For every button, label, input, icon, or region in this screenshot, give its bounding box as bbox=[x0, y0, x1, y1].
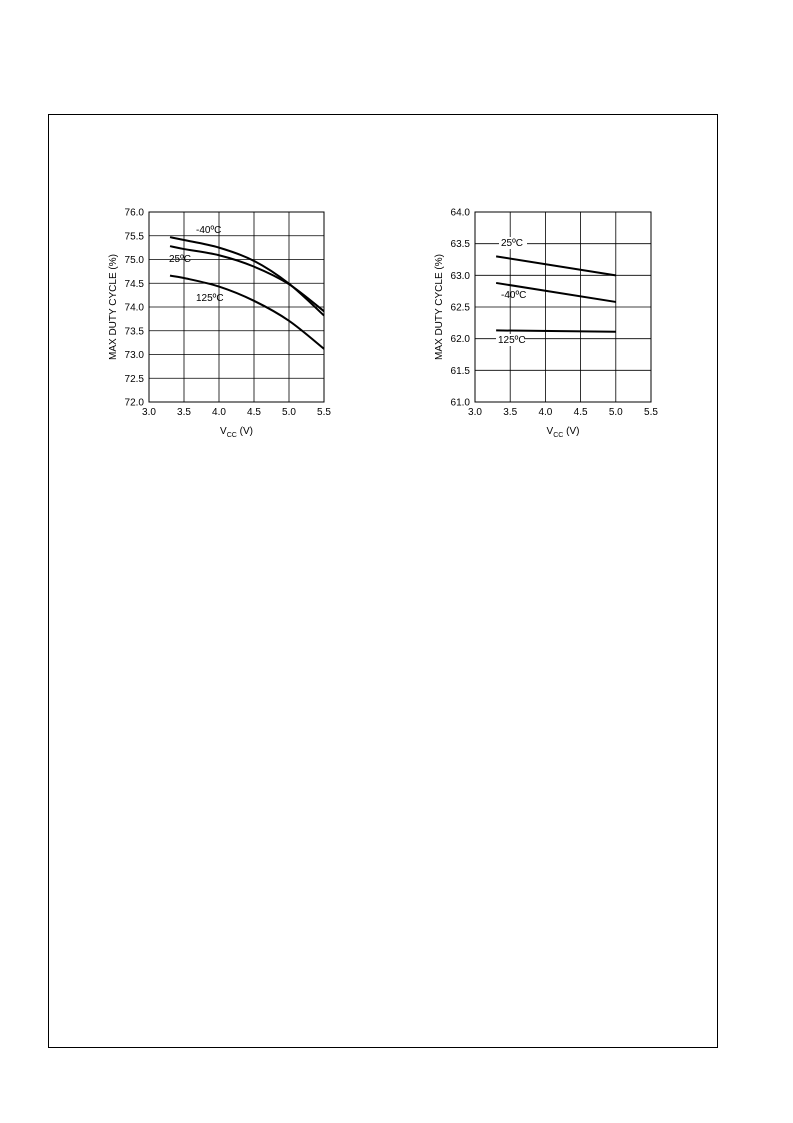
y-tick-label: 73.5 bbox=[124, 326, 144, 338]
y-tick-label: 63.5 bbox=[450, 239, 470, 251]
x-tick-label: 4.0 bbox=[538, 407, 553, 418]
y-axis-label: MAX DUTY CYCLE (%) bbox=[434, 254, 445, 360]
series-label: -40ºC bbox=[196, 225, 222, 236]
y-tick-label: 72.5 bbox=[124, 373, 144, 385]
y-tick-label: 75.5 bbox=[124, 231, 144, 243]
x-tick-label: 5.5 bbox=[317, 407, 331, 418]
x-tick-label: 3.5 bbox=[503, 407, 518, 418]
x-tick-label: 5.0 bbox=[282, 407, 296, 418]
x-axis-label: $V_{CC}$ (V) bbox=[546, 426, 580, 439]
x-tick-label: 4.5 bbox=[573, 407, 588, 418]
x-tick-label: 3.5 bbox=[177, 407, 191, 418]
y-tick-label: 72.0 bbox=[124, 397, 144, 409]
y-tick-label: 64.0 bbox=[450, 207, 470, 219]
series-line bbox=[496, 256, 616, 275]
y-tick-label: 62.5 bbox=[450, 302, 470, 314]
x-tick-label: 5.5 bbox=[644, 407, 658, 418]
y-tick-label: 76.0 bbox=[124, 207, 144, 219]
y-tick-label: 74.5 bbox=[124, 278, 144, 290]
x-tick-label: 4.5 bbox=[247, 407, 261, 418]
y-tick-label: 61.0 bbox=[450, 397, 470, 409]
y-tick-label: 62.0 bbox=[450, 334, 470, 346]
x-tick-label: 5.0 bbox=[608, 407, 623, 418]
x-axis-label: $V_{CC}$ (V) bbox=[220, 426, 253, 439]
series-label: 125ºC bbox=[498, 335, 526, 346]
x-tick-label: 3.0 bbox=[468, 407, 482, 418]
x-tick-label: 3.0 bbox=[142, 407, 156, 418]
series-label: -40ºC bbox=[501, 290, 527, 301]
y-tick-label: 74.0 bbox=[124, 302, 144, 314]
x-tick-label: 4.0 bbox=[212, 407, 226, 418]
y-axis-label: MAX DUTY CYCLE (%) bbox=[108, 254, 119, 360]
y-tick-label: 75.0 bbox=[124, 255, 144, 266]
series-label: 25ºC bbox=[501, 238, 523, 249]
series-label: 125ºC bbox=[196, 293, 224, 304]
series-label: 25ºC bbox=[169, 254, 191, 265]
series-line bbox=[496, 330, 616, 331]
y-tick-label: 63.0 bbox=[450, 270, 470, 282]
y-tick-label: 73.0 bbox=[124, 350, 144, 361]
y-tick-label: 61.5 bbox=[450, 365, 470, 377]
